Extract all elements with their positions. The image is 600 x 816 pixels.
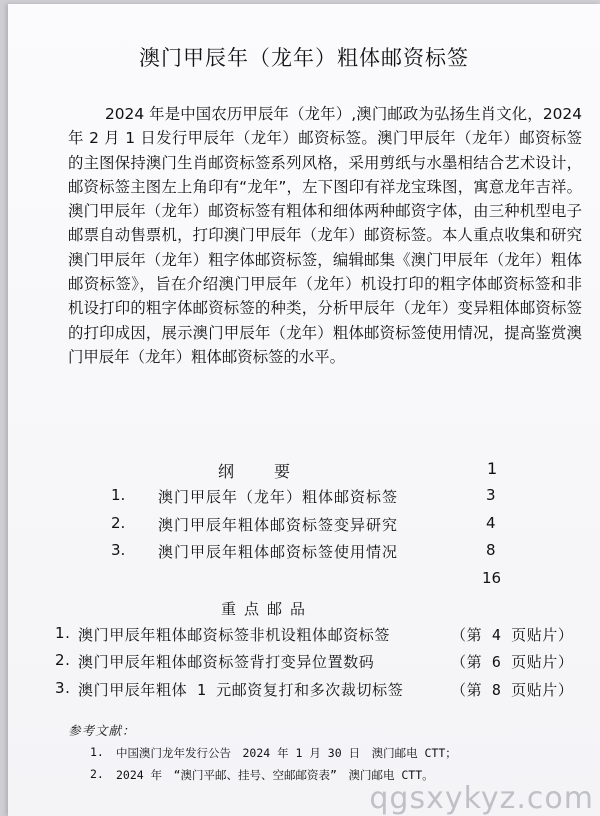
outline-item-number: 2.	[111, 514, 126, 532]
key-item-number: 2.	[55, 651, 71, 669]
outline-item-page: 4	[486, 514, 496, 532]
site-watermark: qgsxykyz.com	[369, 781, 594, 816]
key-item-number: 3.	[55, 679, 71, 697]
outline-item-text: 澳门甲辰年（龙年）粗体邮资标签	[158, 488, 399, 506]
document-page	[8, 4, 600, 816]
references-heading: 参考文献：	[68, 723, 136, 738]
outline-item-text: 澳门甲辰年粗体邮资标签变异研究	[158, 516, 399, 534]
outline-item-text: 澳门甲辰年粗体邮资标签使用情况	[158, 543, 399, 561]
key-item-note: （第 4 页贴片）	[451, 626, 574, 644]
key-item-text: 澳门甲辰年粗体邮资标签背打变异位置数码	[78, 653, 375, 671]
reference-item-number: 1.	[90, 745, 104, 759]
outline-item-page: 3	[486, 486, 496, 504]
outline-heading: 纲要	[218, 462, 331, 481]
key-item-number: 1.	[55, 624, 71, 642]
outline-heading-page: 1	[487, 459, 498, 478]
key-item-text: 澳门甲辰年粗体邮资标签非机设粗体邮资标签	[78, 626, 391, 644]
reference-item-text: 2024 年 “澳门平邮、挂号、空邮邮资表” 澳门邮电 CTT。	[116, 768, 434, 782]
outline-total-pages: 16	[482, 569, 502, 587]
document-title: 澳门甲辰年（龙年）粗体邮资标签	[139, 46, 469, 70]
outline-item-page: 8	[486, 541, 496, 559]
key-item-note: （第 8 页贴片）	[451, 681, 574, 699]
outline-item-number: 1.	[111, 486, 126, 504]
key-item-note: （第 6 页贴片）	[451, 653, 574, 671]
key-item-text: 澳门甲辰年粗体 1 元邮资复打和多次裁切标签	[78, 681, 404, 699]
reference-item-number: 2.	[90, 767, 104, 781]
intro-paragraph: 2024 年是中国农历甲辰年（龙年）,澳门邮政为弘扬生肖文化，2024 年 2 月 1 日发行甲辰年（龙年）邮资标签。澳门甲辰年（龙年）邮资标签的主图保持澳门生肖邮资标签系列风格，采用剪纸与水墨相结合艺术设计，邮资标签主图左上角印有“龙年”，左下图印有祥龙宝珠图，寓意龙年吉祥。澳门甲辰年（龙年）邮资标签有粗体和细体两种邮资字体，由三种机型电子邮票自动售票机，打印澳门甲辰年（龙年）邮资标签。本人重点收集和研究澳门甲辰年（龙年）粗字体邮资标签，编辑邮集《澳门甲辰年（龙年）粗体邮资标签》，旨在介绍澳门甲辰年（龙年）机设打印的粗字体邮资标签和非机设打印的粗字体邮资标签的种类，分析甲辰年（龙年）变异粗体邮资标签的打印成因，展示澳门甲辰年（龙年）粗体邮资标签使用情况，提高鉴赏澳门甲辰年（龙年）粗体邮资标签的水平。	[68, 105, 582, 366]
outline-item-number: 3.	[111, 541, 126, 559]
reference-item-text: 中国澳门龙年发行公告 2024 年 1 月 30 日 澳门邮电 CTT；	[116, 746, 457, 760]
key-items-heading: 重点邮品	[221, 600, 314, 618]
